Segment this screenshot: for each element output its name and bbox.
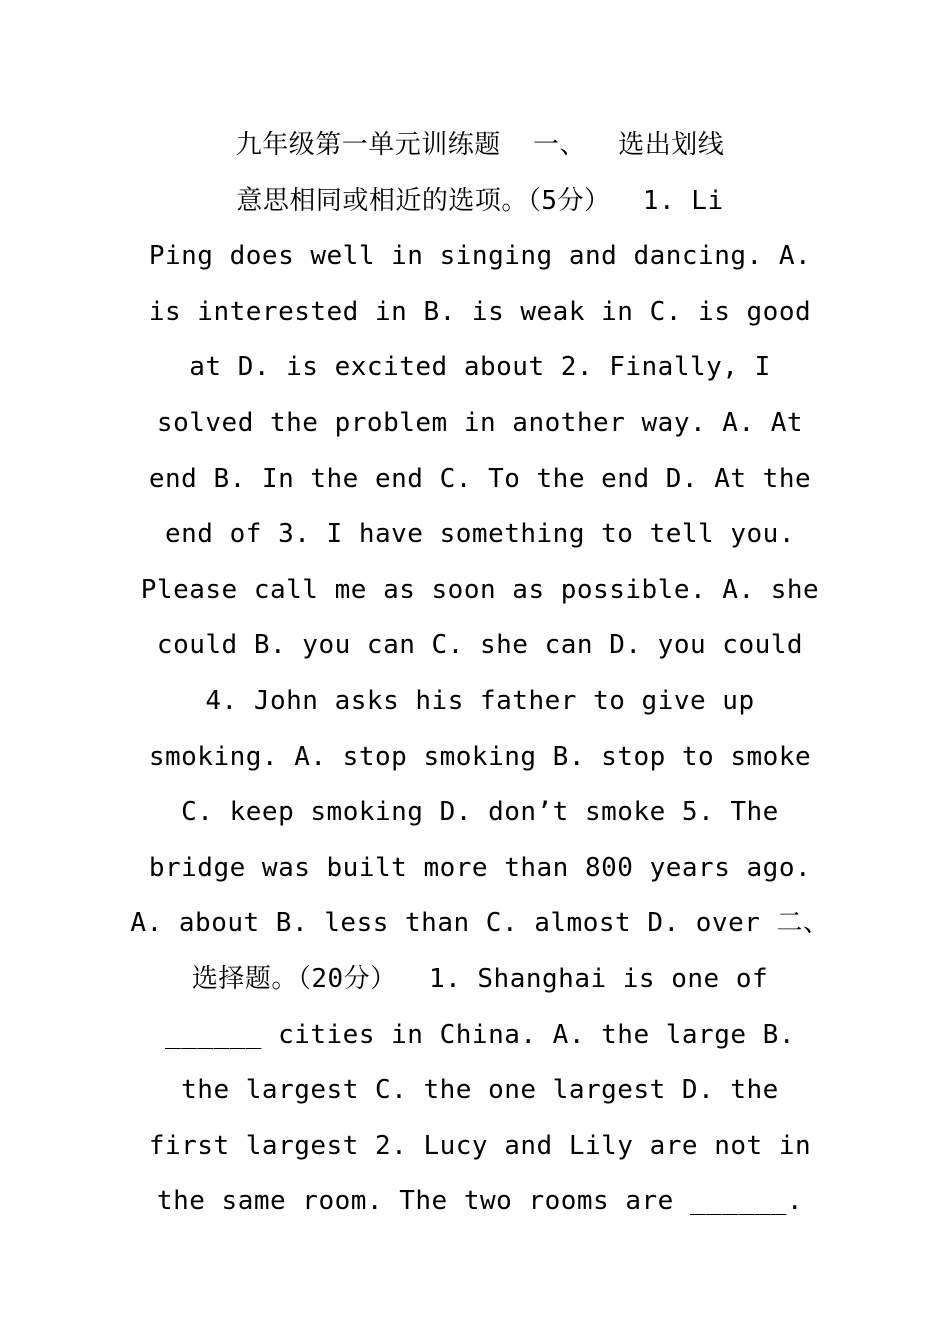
text-line: solved the problem in another way. A. At xyxy=(156,407,804,438)
text-line: 意思相同或相近的选项。（5分） 1. Li xyxy=(236,185,724,216)
text-line: Please call me as soon as possible. A. she xyxy=(140,574,820,605)
exercise-text xyxy=(120,118,840,1230)
text-line: 九年级第一单元训练题 一、 选出划线 xyxy=(235,130,725,160)
text-line: 4. John asks his father to give up xyxy=(205,685,755,716)
text-line: ______ cities in China. A. the large B. xyxy=(165,1019,795,1050)
text-line: the largest C. the one largest D. the xyxy=(181,1075,779,1106)
text-line: Ping does well in singing and dancing. A. xyxy=(148,241,812,272)
text-line: end B. In the end C. To the end D. At the xyxy=(148,463,812,494)
text-line: the same room. The two rooms are ______. xyxy=(156,1186,804,1217)
text-line: smoking. A. stop smoking B. stop to smoke xyxy=(148,741,812,772)
text-line: 选择题。（20分） 1. Shanghai is one of xyxy=(191,963,769,994)
text-line: could B. you can C. she can D. you could xyxy=(156,630,804,661)
text-line: is interested in B. is weak in C. is good xyxy=(148,296,812,327)
text-line: A. about B. less than C. almost D. over 二、 xyxy=(130,908,830,939)
text-line: bridge was built more than 800 years ago. xyxy=(148,852,812,883)
text-line: C. keep smoking D. don’t smoke 5. The xyxy=(181,797,779,828)
text-line: at D. is excited about 2. Finally, I xyxy=(189,352,771,383)
text-line: first largest 2. Lucy and Lily are not in xyxy=(148,1130,812,1161)
text-line: end of 3. I have something to tell you. xyxy=(165,519,795,550)
